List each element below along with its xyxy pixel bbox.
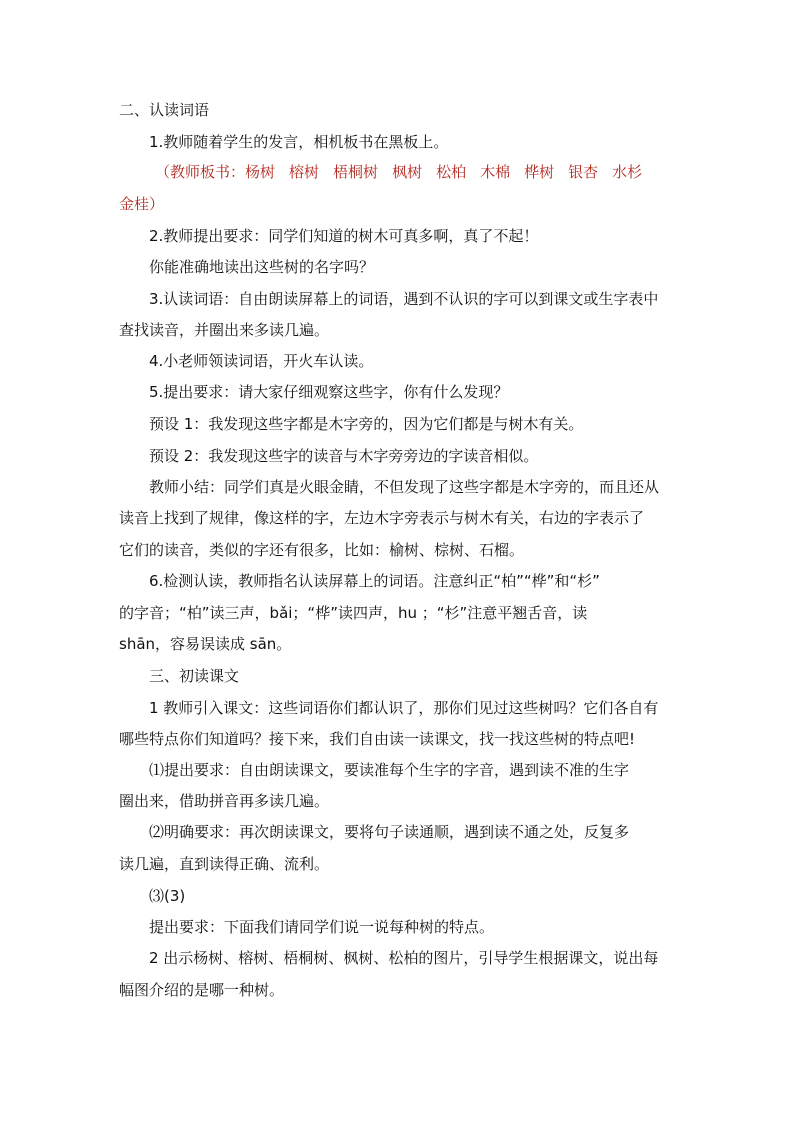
paragraph-2-line-1: 2.教师提出要求：同学们知道的树木可真多啊，真了不起！ (149, 227, 539, 245)
step-1-line-1: 1 教师引入课文：这些词语你们都认识了，那你们见过这些树吗？它们各自有 (149, 699, 659, 717)
step-1b-line-2: 读几遍，直到读得正确、流利。 (119, 855, 330, 873)
teacher-summary-line-2: 读音上找到了规律，像这样的字，左边木字旁表示与树木有关，右边的字表示了 (119, 509, 645, 527)
step-1a-line-2: 圈出来，借助拼音再多读几遍。 (119, 792, 330, 810)
section-title-3: 三、初读课文 (149, 667, 240, 685)
board-word: 梧桐树 (333, 163, 379, 181)
step-1-line-2: 哪些特点你们知道吗？接下来，我们自由读一读课文，找一找这些树的特点吧! (119, 730, 636, 748)
paragraph-4: 4.小老师领读词语，开火车认读。 (149, 352, 374, 370)
paragraph-6-line-2: 的字音；“柏”读三声，bǎi；“桦”读四声，hu ；“杉”注意平翘舌音，读 (119, 604, 588, 622)
board-word: 水杉 (612, 163, 643, 181)
paragraph-3-line-2: 查找读音，并圈出来多读几遍。 (119, 321, 330, 339)
teacher-summary-line-1: 教师小结：同学们真是火眼金睛，不但发现了这些字都是木字旁的，而且还从 (149, 478, 660, 496)
board-word: 木棉 (480, 163, 511, 181)
step-2-line-2: 幅图介绍的是哪一种树。 (119, 981, 285, 999)
board-writing-line (155, 162, 642, 182)
preset-1: 预设 1：我发现这些字都是木字旁的，因为它们都是与树木有关。 (149, 415, 584, 433)
preset-2: 预设 2：我发现这些字的读音与木字旁旁边的字读音相似。 (149, 447, 539, 465)
step-1d: 提出要求：下面我们请同学们说一说每种树的特点。 (149, 918, 495, 936)
paragraph-1: 1.教师随着学生的发言，相机板书在黑板上。 (149, 133, 449, 151)
board-word: 桦树 (524, 163, 555, 181)
paragraph-6-line-3: shān，容易误读成 sān。 (119, 635, 292, 653)
step-1c: ⑶(3) (149, 887, 186, 905)
board-word: 杨树 (245, 163, 276, 181)
board-word: 银杏 (568, 163, 599, 181)
paragraph-5: 5.提出要求：请大家仔细观察这些字，你有什么发现？ (149, 383, 509, 401)
board-word: 金桂） (119, 195, 165, 213)
board-word: 松柏 (436, 163, 467, 181)
step-2-line-1: 2 出示杨树、榕树、梧桐树、枫树、松柏的图片，引导学生根据课文，说出每 (149, 949, 659, 967)
board-lead: （教师板书： (155, 163, 246, 181)
board-word: 榕树 (289, 163, 320, 181)
paragraph-6-line-1: 6.检测认读，教师指名认读屏幕上的词语。注意纠正“柏”“桦”和“杉” (149, 572, 600, 590)
step-1b-line-1: ⑵明确要求：再次朗读课文，要将句子读通顺，遇到读不通之处，反复多 (149, 823, 630, 841)
teacher-summary-line-3: 它们的读音，类似的字还有很多，比如：榆树、棕树、石榴。 (119, 541, 525, 559)
paragraph-2-line-2: 你能准确地读出这些树的名字吗？ (149, 258, 375, 276)
board-word: 枫树 (392, 163, 423, 181)
section-title-2: 二、认读词语 (119, 101, 210, 119)
step-1a-line-1: ⑴提出要求：自由朗读课文，要读准每个生字的字音，遇到读不准的生字 (149, 761, 630, 779)
paragraph-3-line-1: 3.认读词语：自由朗读屏幕上的词语，遇到不认识的字可以到课文或生字表中 (149, 290, 659, 308)
